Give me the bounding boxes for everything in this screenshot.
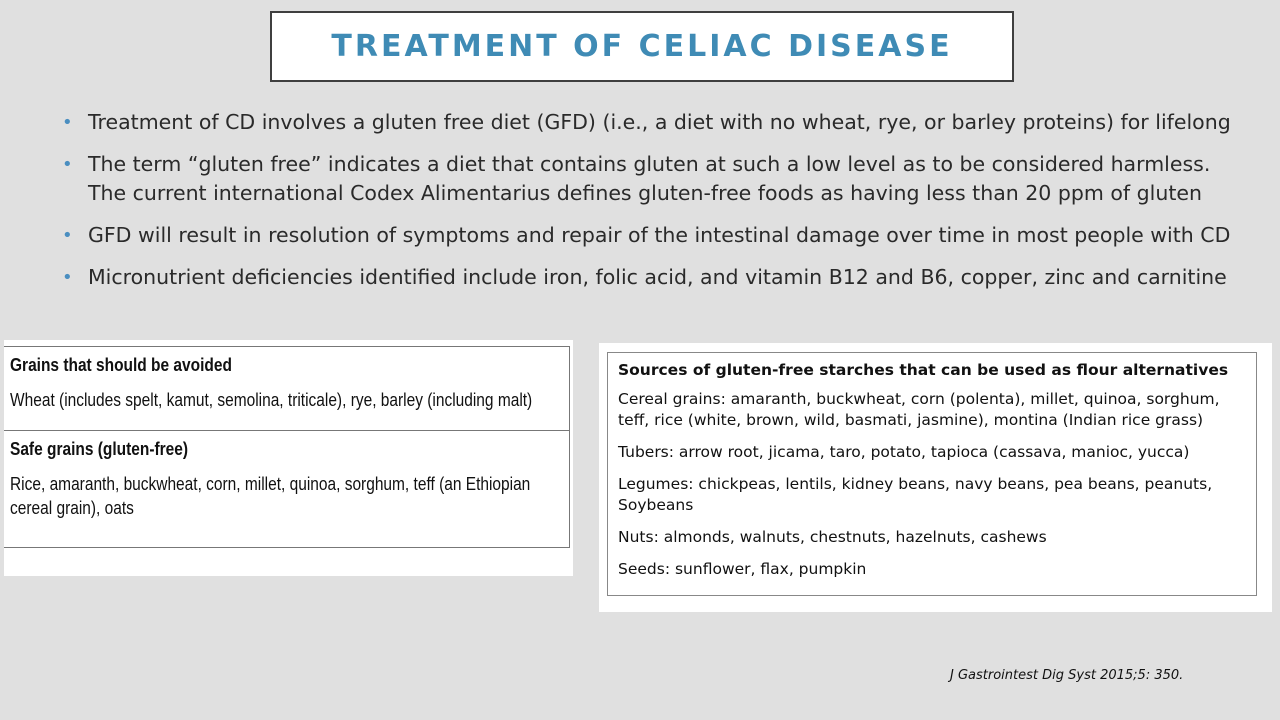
grains-table	[4, 346, 570, 548]
bullet-text: The term “gluten free” indicates a diet that contains gluten at such a low level as to be considered harmless. The current international Codex Alimentarius defines gluten-free foods as having less than 20 ppm of gluten	[88, 152, 1211, 205]
avoid-grains-text: Wheat (includes spelt, kamut, semolina, triticale), rye, barley (including malt)	[10, 390, 533, 410]
bullet-text: GFD will result in resolution of symptoms and repair of the intestinal damage over time in most people with CD	[88, 223, 1231, 247]
bullet-icon: •	[62, 225, 73, 246]
starches-table-panel	[599, 343, 1272, 612]
bullet-icon: •	[62, 154, 73, 175]
starch-item-nuts: Nuts: almonds, walnuts, chestnuts, hazelnuts, cashews	[618, 528, 1047, 546]
bullet-item	[62, 108, 1242, 137]
starches-heading: Sources of gluten-free starches that can be used as flour alternatives	[618, 361, 1229, 379]
safe-grains-heading: Safe grains (gluten-free)	[10, 439, 189, 459]
safe-grains-text: Rice, amaranth, buckwheat, corn, millet, quinoa, sorghum, teff (an Ethiopian cereal grain), oats	[10, 474, 531, 518]
bullet-text: Treatment of CD involves a gluten free diet (GFD) (i.e., a diet with no wheat, rye, or barley proteins) for lifelong	[88, 110, 1231, 134]
safe-grains-section	[4, 431, 569, 547]
starch-item-cereal-grains: Cereal grains: amaranth, buckwheat, corn (polenta), millet, quinoa, sorghum, teff, rice (white, brown, wild, basmati, jasmine), montina (Indian rice grass)	[618, 390, 1220, 429]
starches-table	[607, 352, 1257, 596]
starch-item-legumes: Legumes: chickpeas, lentils, kidney beans, navy beans, pea beans, peanuts, Soybeans	[618, 475, 1213, 514]
slide-title: TREATMENT OF CELIAC DISEASE	[331, 29, 953, 64]
avoid-grains-heading: Grains that should be avoided	[10, 355, 232, 375]
bullet-icon: •	[62, 267, 73, 288]
bullet-item	[62, 263, 1242, 292]
grains-table-panel	[4, 340, 573, 576]
bullet-list	[62, 108, 1242, 305]
bullet-text: Micronutrient deficiencies identified include iron, folic acid, and vitamin B12 and B6, copper, zinc and carnitine	[88, 265, 1227, 289]
starch-item-seeds: Seeds: sunflower, flax, pumpkin	[618, 560, 867, 578]
title-box	[270, 11, 1014, 82]
citation: J Gastrointest Dig Syst 2015;5: 350.	[950, 668, 1184, 683]
bullet-icon: •	[62, 112, 73, 133]
avoid-grains-section	[4, 347, 569, 431]
bullet-item	[62, 150, 1242, 208]
starch-item-tubers: Tubers: arrow root, jicama, taro, potato, tapioca (cassava, manioc, yucca)	[618, 443, 1190, 461]
bullet-item	[62, 221, 1242, 250]
